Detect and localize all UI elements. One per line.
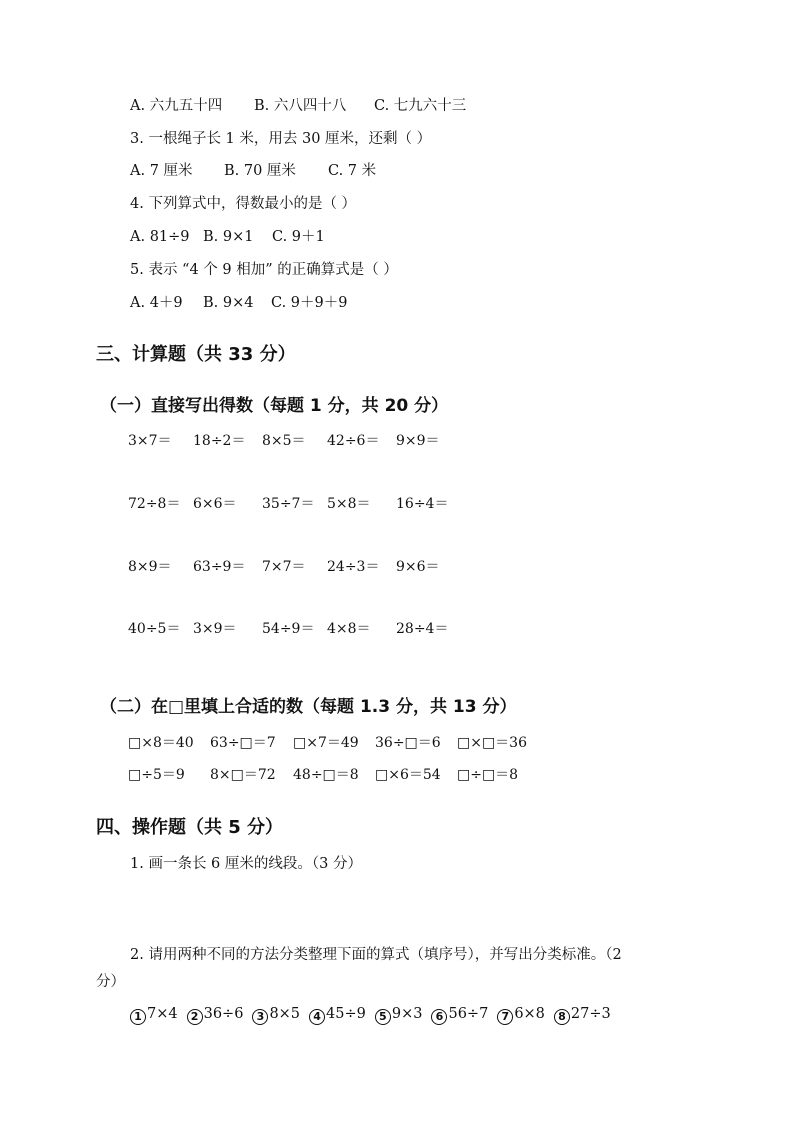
fill-box-problem: □×6＝54 [375, 767, 441, 783]
expression-text: 8×5 [269, 1006, 301, 1022]
fill-box-problem: □×8＝40 [128, 735, 194, 751]
q3-options [130, 162, 376, 180]
expression-text: 56÷7 [448, 1006, 489, 1022]
fill-box-problem: 8×□＝72 [210, 767, 276, 783]
calc-problem: 40÷5＝ [128, 621, 181, 637]
expression-text: 9×3 [391, 1006, 423, 1022]
section4-q2-line1: 2. 请用两种不同的方法分类整理下面的算式（填序号），并写出分类标准。（2 [130, 947, 622, 963]
expression-text: 45÷9 [326, 1006, 366, 1022]
fill-box-problem: □÷□＝8 [457, 767, 519, 783]
calc-problem: 35÷7＝ [262, 496, 315, 512]
q4-option-a: A. 81÷9 [130, 229, 190, 245]
calc-problem: 5×8＝ [327, 496, 371, 512]
q4-options [130, 228, 325, 246]
calc-problem: 8×5＝ [262, 433, 306, 449]
calc-problem: 42÷6＝ [327, 433, 380, 449]
q2-option-b: B. 六八四十八 [254, 98, 347, 114]
expression-item [375, 1005, 423, 1025]
q5-option-b: B. 9×4 [203, 295, 254, 311]
q3-option-c: C. 7 米 [328, 163, 377, 179]
calc-problem: 72÷8＝ [128, 496, 181, 512]
q3-text: 3. 一根绳子长 1 米，用去 30 厘米，还剩（ ） [130, 131, 432, 147]
q5-option-a: A. 4＋9 [130, 295, 183, 311]
circled-number: 7 [497, 1009, 513, 1025]
section3-part1-title: （一）直接写出得数（每题 1 分，共 20 分） [100, 396, 449, 416]
expression-text: 6×8 [514, 1006, 545, 1022]
fill-box-problem: 48÷□＝8 [293, 767, 359, 783]
expression-item [252, 1005, 300, 1025]
section3-part2-title: （二）在□里填上合适的数（每题 1.3 分，共 13 分） [100, 697, 517, 717]
calc-problem: 3×9＝ [193, 621, 237, 637]
q4-option-c: C. 9＋1 [272, 229, 325, 245]
expression-item [497, 1005, 545, 1025]
calc-problem: 54÷9＝ [262, 621, 315, 637]
q2-options [130, 97, 466, 115]
expression-text: 7×4 [147, 1006, 178, 1022]
calc-problem: 16÷4＝ [396, 496, 449, 512]
circled-number: 1 [130, 1009, 146, 1025]
circled-number: 3 [252, 1009, 268, 1025]
expression-item [431, 1005, 488, 1025]
expression-items [130, 1005, 620, 1025]
calc-problem: 63÷9＝ [193, 559, 246, 575]
calc-problem: 28÷4＝ [396, 621, 449, 637]
circled-number: 6 [431, 1009, 447, 1025]
circled-number: 4 [309, 1009, 325, 1025]
section4-q1: 1. 画一条长 6 厘米的线段。（3 分） [130, 856, 362, 872]
q5-text: 5. 表示 “4 个 9 相加” 的正确算式是（ ） [130, 262, 398, 278]
calc-problem: 4×8＝ [327, 621, 371, 637]
expression-item [187, 1005, 244, 1025]
section4-title: 四、操作题（共 5 分） [96, 817, 284, 838]
q5-option-c: C. 9＋9＋9 [271, 295, 348, 311]
expression-item [309, 1005, 366, 1025]
calc-problem: 24÷3＝ [327, 559, 380, 575]
q4-option-b: B. 9×1 [203, 229, 254, 245]
calc-problem: 8×9＝ [128, 559, 172, 575]
fill-box-problem: □÷5＝9 [128, 767, 185, 783]
circled-number: 5 [375, 1009, 391, 1025]
calc-problem: 9×9＝ [396, 433, 440, 449]
fill-box-problem: 63÷□＝7 [210, 735, 276, 751]
section3-title: 三、计算题（共 33 分） [96, 344, 296, 365]
q3-option-b: B. 70 厘米 [224, 163, 296, 179]
q3-option-a: A. 7 厘米 [130, 163, 193, 179]
circled-number: 8 [554, 1009, 570, 1025]
calc-problem: 7×7＝ [262, 559, 306, 575]
fill-box-problem: □×□＝36 [457, 735, 527, 751]
fill-box-problem: □×7＝49 [293, 735, 359, 751]
calc-problem: 9×6＝ [396, 559, 440, 575]
q4-text: 4. 下列算式中，得数最小的是（ ） [130, 196, 357, 212]
q2-option-a: A. 六九五十四 [130, 98, 223, 114]
expression-text: 36÷6 [203, 1006, 244, 1022]
expression-text: 27÷3 [570, 1006, 611, 1022]
fill-box-problem: 36÷□＝6 [375, 735, 441, 751]
section4-q2-line2: 分） [96, 974, 125, 990]
calc-problem: 3×7＝ [128, 433, 172, 449]
expression-item [130, 1005, 178, 1025]
expression-item [554, 1005, 611, 1025]
calc-problem: 6×6＝ [193, 496, 237, 512]
q5-options [130, 294, 347, 312]
calc-problem: 18÷2＝ [193, 433, 246, 449]
circled-number: 2 [187, 1009, 203, 1025]
q2-option-c: C. 七九六十三 [374, 98, 467, 114]
